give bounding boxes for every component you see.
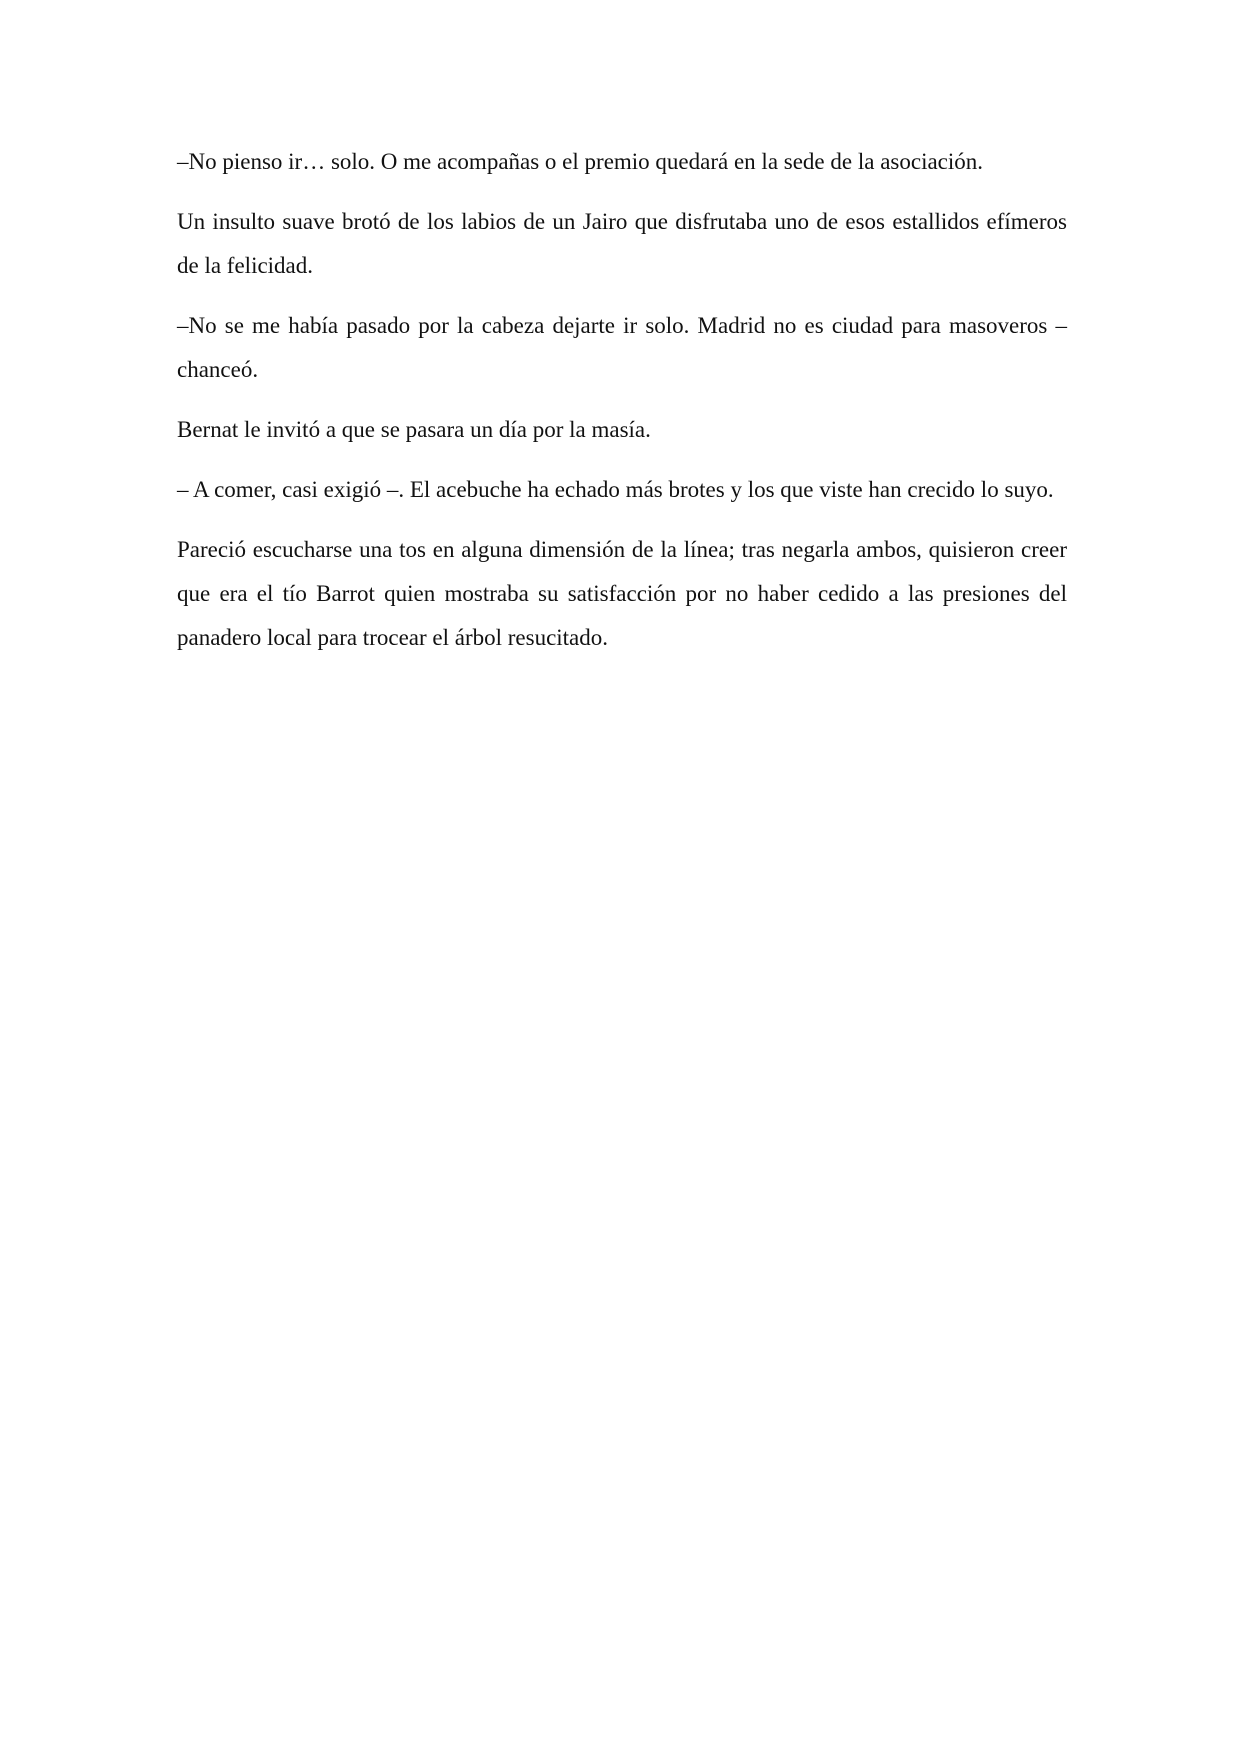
paragraph: –No pienso ir… solo. O me acompañas o el premio quedará en la sede de la asociación.	[177, 149, 984, 174]
paragraph: Bernat le invitó a que se pasara un día por la masía.	[177, 417, 651, 442]
paragraph: – A comer, casi exigió –. El acebuche ha echado más brotes y los que viste han crecido lo suyo.	[177, 477, 1054, 502]
paragraph: –No se me había pasado por la cabeza dejarte ir solo. Madrid no es ciudad para masoveros –chanceó.	[177, 313, 1067, 382]
paragraph: Un insulto suave brotó de los labios de un Jairo que disfrutaba uno de esos estallidos efímeros de la felicidad.	[177, 209, 1067, 278]
body-text	[177, 140, 1067, 676]
paragraph: Pareció escucharse una tos en alguna dimensión de la línea; tras negarla ambos, quisieron creer que era el tío Barrot quien mostraba su satisfacción por no haber cedido a las presiones del panadero local para trocear el árbol resucitado.	[177, 537, 1067, 650]
